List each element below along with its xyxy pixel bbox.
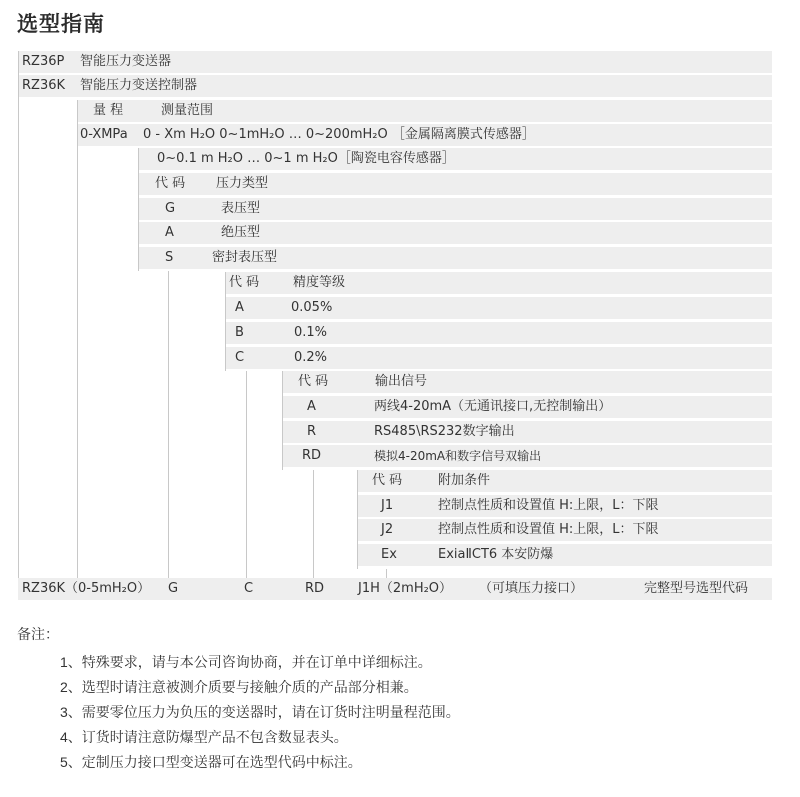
pressure-type-header-code: 代 码 bbox=[155, 176, 186, 191]
range-header-code: 量 程 bbox=[93, 103, 124, 118]
range-code: 0-XMPa bbox=[80, 127, 128, 142]
band-row bbox=[282, 421, 772, 443]
guide-line bbox=[225, 272, 226, 371]
extra-desc: ExiaⅡCT6 本安防爆 bbox=[438, 547, 554, 562]
extra-header-desc: 附加条件 bbox=[438, 473, 491, 488]
example-type: G bbox=[168, 581, 179, 596]
output-code: A bbox=[307, 399, 316, 414]
band-row bbox=[357, 470, 772, 492]
note-item: 1、特殊要求，请与本公司咨询协商，并在订单中详细标注。 bbox=[60, 654, 432, 670]
range-header-desc: 测量范围 bbox=[161, 103, 214, 118]
model-code: RZ36P bbox=[22, 54, 65, 69]
model-desc: 智能压力变送器 bbox=[80, 54, 172, 69]
note-item: 5、定制压力接口型变送器可在选型代码中标注。 bbox=[60, 754, 362, 770]
accuracy-desc: 0.1% bbox=[294, 325, 328, 340]
extra-header-code: 代 码 bbox=[372, 473, 403, 488]
pressure-type-code: G bbox=[165, 201, 176, 216]
guide-line bbox=[282, 371, 283, 470]
guide-line bbox=[357, 470, 358, 569]
pressure-type-header-desc: 压力类型 bbox=[216, 176, 269, 191]
accuracy-code: B bbox=[235, 325, 244, 340]
model-code: RZ36K bbox=[22, 78, 66, 93]
example-accuracy: C bbox=[244, 581, 254, 596]
pressure-type-desc: 表压型 bbox=[221, 201, 261, 216]
range-desc-ceramic: 0~0.1 m H₂O … 0~1 m H₂O［陶瓷电容传感器］ bbox=[157, 151, 455, 166]
accuracy-header-desc: 精度等级 bbox=[293, 275, 346, 290]
band-row bbox=[357, 544, 772, 566]
output-code: RD bbox=[302, 448, 322, 463]
pressure-type-code: A bbox=[165, 225, 174, 240]
extra-code: Ex bbox=[381, 547, 397, 562]
extra-desc: 控制点性质和设置值 H:上限，L：下限 bbox=[438, 522, 659, 537]
notes-list bbox=[60, 650, 460, 775]
guide-line bbox=[246, 371, 247, 578]
output-header-desc: 输出信号 bbox=[375, 374, 428, 389]
guide-line bbox=[313, 470, 314, 578]
band-row bbox=[282, 371, 772, 393]
pressure-type-code: S bbox=[165, 250, 174, 265]
example-model: RZ36K（0-5mH₂O） bbox=[22, 581, 151, 596]
accuracy-header-code: 代 码 bbox=[229, 275, 260, 290]
accuracy-desc: 0.05% bbox=[291, 300, 333, 315]
accuracy-code: A bbox=[235, 300, 244, 315]
example-output: RD bbox=[305, 581, 325, 596]
output-header-code: 代 码 bbox=[298, 374, 329, 389]
guide-line bbox=[138, 148, 139, 271]
guide-line bbox=[386, 569, 387, 578]
accuracy-code: C bbox=[235, 350, 245, 365]
model-desc: 智能压力变送控制器 bbox=[80, 78, 198, 93]
extra-code: J1 bbox=[381, 498, 394, 513]
note-item: 4、订货时请注意防爆型产品不包含数显表头。 bbox=[60, 729, 348, 745]
extra-code: J2 bbox=[381, 522, 394, 537]
output-code: R bbox=[307, 424, 317, 439]
notes-title: 备注： bbox=[17, 626, 59, 642]
range-desc-metal: 0 - Xm H₂O 0~1mH₂O … 0~200mH₂O ［金属隔离膜式传感器］ bbox=[143, 127, 535, 142]
guide-line bbox=[168, 271, 169, 578]
guide-line bbox=[77, 100, 78, 578]
accuracy-desc: 0.2% bbox=[294, 350, 328, 365]
extra-desc: 控制点性质和设置值 H:上限，L：下限 bbox=[438, 498, 659, 513]
page-title: 选型指南 bbox=[17, 12, 105, 36]
guide-line bbox=[18, 51, 19, 578]
pressure-type-desc: 绝压型 bbox=[221, 225, 261, 240]
pressure-type-desc: 密封表压型 bbox=[212, 250, 278, 265]
note-item: 3、需要零位压力为负压的变送器时，请在订货时注明量程范围。 bbox=[60, 704, 460, 720]
output-desc: RS485\RS232数字输出 bbox=[374, 424, 515, 439]
output-desc: 两线4-20mA（无通讯接口,无控制输出） bbox=[374, 399, 612, 414]
output-desc: 模拟4-20mA和数字信号双输出 bbox=[374, 449, 542, 463]
example-label: 完整型号选型代码 bbox=[644, 581, 749, 596]
example-connection: （可填压力接口） bbox=[479, 581, 584, 596]
example-extra: J1H（2mH₂O） bbox=[358, 581, 453, 596]
note-item: 2、选型时请注意被测介质要与接触介质的产品部分相兼。 bbox=[60, 679, 418, 695]
